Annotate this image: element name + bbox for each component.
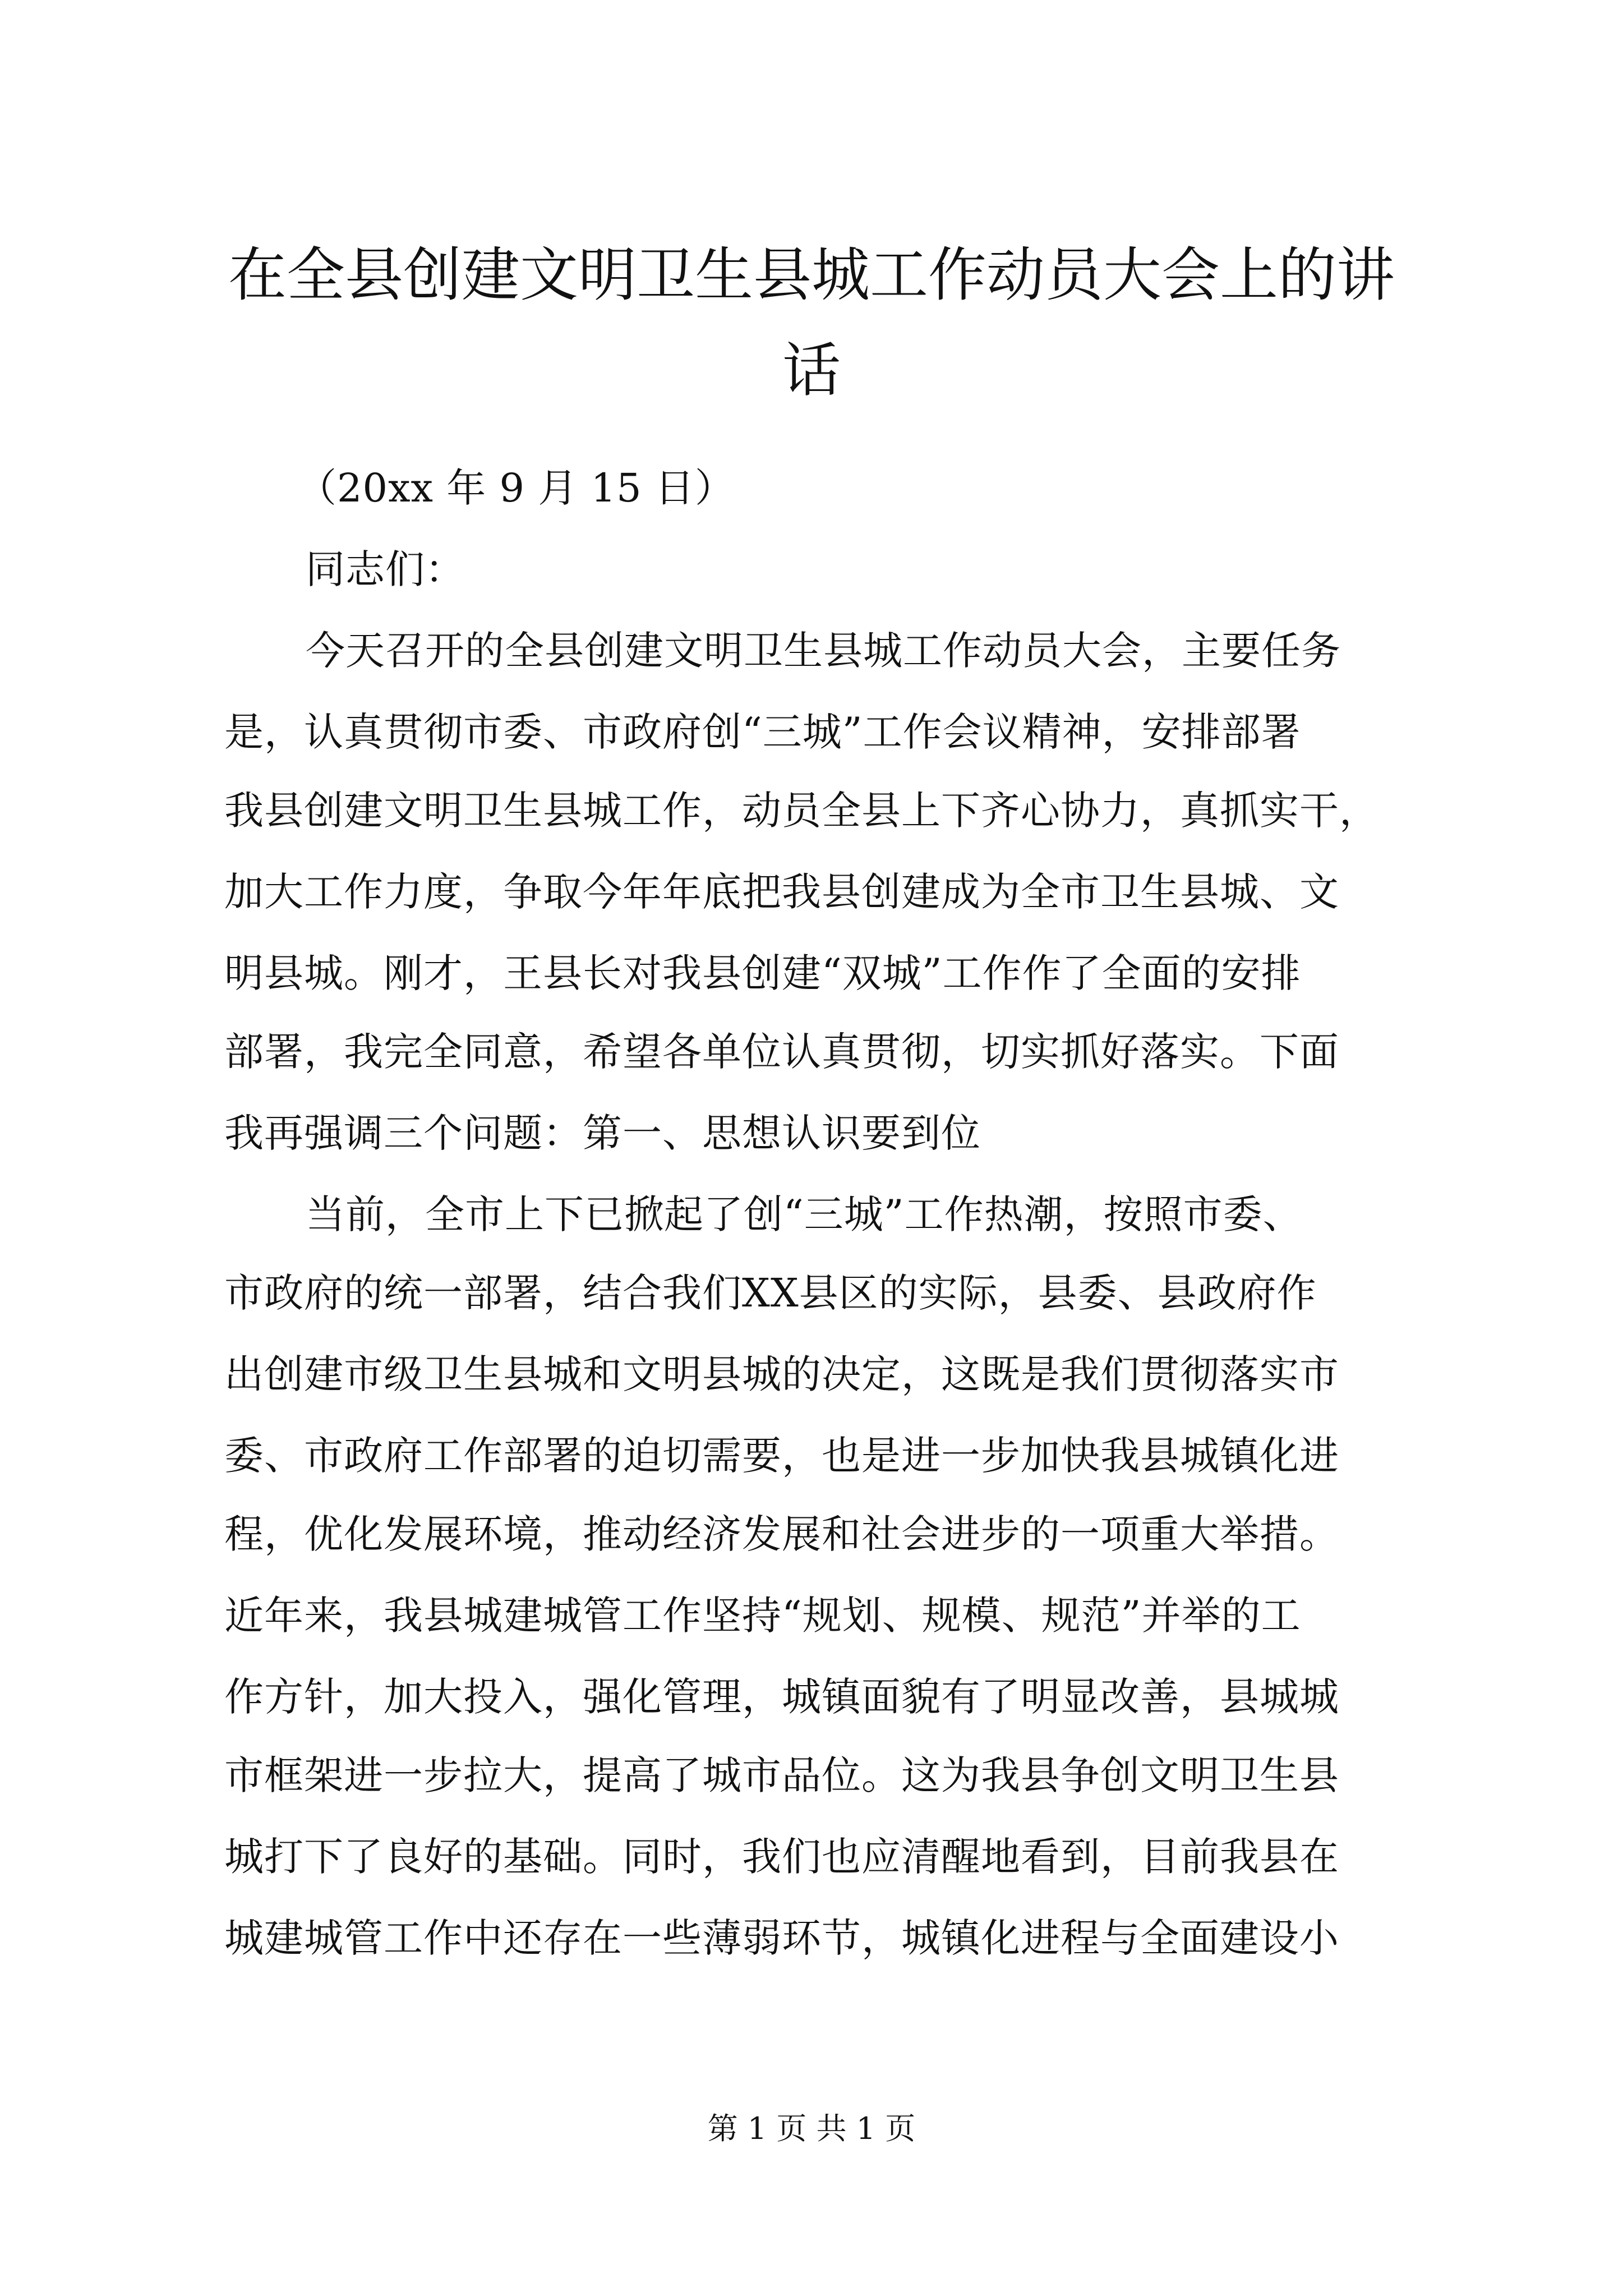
title-line-2: 话 — [782, 336, 841, 404]
paragraph1-line: 今天召开的全县创建文明卫生县城工作动员大会，主要任务 — [306, 628, 1341, 674]
date-line: （20xx 年 9 月 15 日） — [297, 465, 735, 511]
paragraph2-line: 委、市政府工作部署的迫切需要，也是进一步加快我县城镇化进 — [224, 1433, 1339, 1479]
paragraph2-line: 市政府的统一部署，结合我们XX县区的实际，县委、县政府作 — [224, 1270, 1317, 1316]
paragraph2-line: 当前，全市上下已掀起了创“三城”工作热潮，按照市委、 — [306, 1191, 1303, 1237]
paragraph2-line: 城建城管工作中还存在一些薄弱环节，城镇化进程与全面建设小 — [224, 1915, 1339, 1961]
paragraph2-line: 市框架进一步拉大，提高了城市品位。这为我县争创文明卫生县 — [224, 1752, 1339, 1798]
title-line-1: 在全县创建文明卫生县城工作动员大会上的讲 — [228, 241, 1395, 309]
paragraph1-line: 我再强调三个问题：第一、思想认识要到位 — [224, 1110, 981, 1156]
paragraph1-line: 明县城。刚才，王县长对我县创建“双城”工作作了全面的安排 — [224, 950, 1301, 996]
page-footer: 第 1 页 共 1 页 — [707, 2111, 916, 2146]
paragraph1-line: 部署，我完全同意，希望各单位认真贯彻，切实抓好落实。下面 — [224, 1029, 1339, 1075]
salutation: 同志们： — [306, 546, 465, 592]
paragraph2-line: 出创建市级卫生县城和文明县城的决定，这既是我们贯彻落实市 — [224, 1351, 1339, 1397]
paragraph2-line: 近年来，我县城建城管工作坚持“规划、规模、规范”并举的工 — [224, 1593, 1301, 1639]
paragraph1-line: 我县创建文明卫生县城工作，动员全县上下齐心协力，真抓实干， — [224, 788, 1379, 834]
paragraph2-line: 作方针，加大投入，强化管理，城镇面貌有了明显改善，县城城 — [224, 1674, 1339, 1720]
paragraph1-line: 加大工作力度，争取今年年底把我县创建成为全市卫生县城、文 — [224, 869, 1339, 915]
paragraph2-line: 程，优化发展环境，推动经济发展和社会进步的一项重大举措。 — [224, 1511, 1339, 1557]
paragraph1-line: 是，认真贯彻市委、市政府创“三城”工作会议精神，安排部署 — [224, 709, 1301, 755]
paragraph2-line: 城打下了良好的基础。同时，我们也应清醒地看到，目前我县在 — [224, 1834, 1339, 1880]
